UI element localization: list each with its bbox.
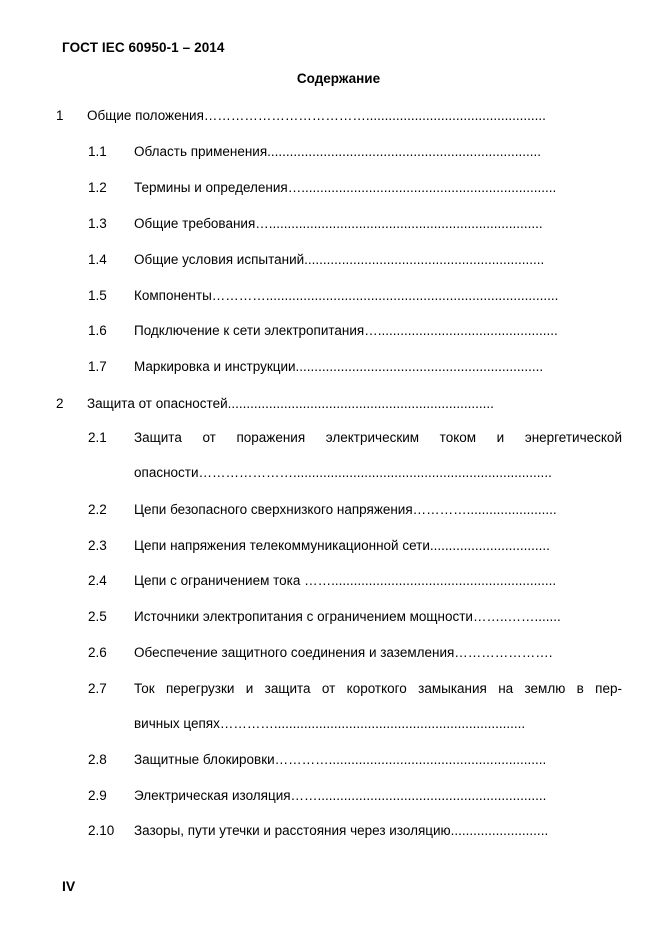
toc-entry-text: Электрическая изоляция…….............................................................: [134, 788, 547, 803]
toc-entry-text: Общие положения………………………………................................................: [87, 108, 546, 123]
toc-entry-number: 1: [56, 108, 64, 123]
toc-entry-number: 1.2: [88, 180, 107, 195]
toc-entry[interactable]: [0, 357, 661, 377]
toc-entry[interactable]: [0, 643, 661, 663]
toc-entry-number: 1.3: [88, 216, 107, 231]
toc-entry[interactable]: [0, 394, 661, 414]
toc-entry-number: 2.7: [88, 681, 107, 696]
toc-entry-text: Ток перегрузки и защита от короткого замыкания на землю в пер-: [134, 681, 622, 696]
toc-entry-text: Защита от опасностей.......................................................................: [87, 396, 494, 411]
toc-entry[interactable]: [0, 250, 661, 270]
toc-entry-text: Защитные блокировки…………..........................................................: [134, 752, 547, 767]
toc-entry-text: Цепи с ограничением тока ……............................................................: [134, 573, 557, 588]
page-number: IV: [62, 878, 76, 894]
toc-entry-number: 1.4: [88, 252, 107, 267]
toc-entry-number: 2.6: [88, 645, 107, 660]
toc-entry-text: Защита от поражения электрическим током и энергетической: [134, 430, 622, 445]
toc-entry-number: 2.5: [88, 609, 107, 624]
toc-entry[interactable]: [0, 821, 661, 841]
toc-entry[interactable]: [0, 607, 661, 627]
toc-entry[interactable]: [0, 428, 661, 448]
toc-entry-number: 2.1: [88, 430, 107, 445]
toc-entry-text: Зазоры, пути утечки и расстояния через изоляцию..........................: [134, 823, 549, 838]
toc-entry[interactable]: [0, 286, 661, 306]
toc-entry[interactable]: [0, 500, 661, 520]
toc-entry-number: 1.1: [88, 144, 107, 159]
toc-entry-number: 2.10: [88, 823, 115, 838]
toc-entry[interactable]: [0, 106, 661, 126]
toc-entry-text: Источники электропитания с ограничением мощности……..…….......: [134, 609, 561, 624]
toc-entry[interactable]: [0, 536, 661, 556]
toc-entry-number: 2.8: [88, 752, 107, 767]
toc-entry-number: 2: [56, 396, 64, 411]
toc-entry-continuation[interactable]: [0, 463, 661, 483]
toc-entry-text: вичных цепях…………...................................................................: [134, 716, 526, 731]
toc-entry-text: Маркировка и инструкции..................................................................: [134, 359, 544, 374]
toc-entry-number: 2.3: [88, 538, 107, 553]
toc-entry[interactable]: [0, 786, 661, 806]
toc-entry-continuation[interactable]: [0, 714, 661, 734]
toc-entry-text: Общие условия испытаний................................................................: [134, 252, 545, 267]
toc-entry[interactable]: [0, 142, 661, 162]
toc-entry-number: 1.6: [88, 323, 107, 338]
toc-entry-text: опасности………………….....................................................................: [134, 465, 552, 480]
toc-entry-number: 2.4: [88, 573, 107, 588]
toc-entry-text: Область применения.........................................................................: [134, 144, 541, 159]
toc-entry[interactable]: [0, 321, 661, 341]
toc-entry-text: Подключение к сети электропитания…................................................: [134, 323, 558, 338]
toc-entry-text: Цепи безопасного сверхнизкого напряжения…………........................: [134, 502, 557, 517]
toc-entry-text: Цепи напряжения телекоммуникационной сети................................: [134, 538, 550, 553]
toc-entry-number: 1.5: [88, 288, 107, 303]
toc-entry-number: 2.9: [88, 788, 107, 803]
toc-entry[interactable]: [0, 571, 661, 591]
toc-entry[interactable]: [0, 679, 661, 699]
toc-entry-text: Компоненты…………..............................................................................: [134, 288, 559, 303]
toc-entry-text: Общие требования….........................................................................: [134, 216, 543, 231]
toc-entry[interactable]: [0, 178, 661, 198]
document-header: ГОСТ IEC 60950-1 – 2014: [62, 40, 225, 55]
toc-entry[interactable]: [0, 214, 661, 234]
toc-entry-number: 1.7: [88, 359, 107, 374]
toc-entry-number: 2.2: [88, 502, 107, 517]
toc-entry-text: Обеспечение защитного соединения и заземления………………….: [134, 645, 553, 660]
toc-entry-text: Термины и определения…....................................................................: [134, 180, 557, 195]
toc-entry[interactable]: [0, 750, 661, 770]
toc-title: Содержание: [296, 71, 381, 86]
